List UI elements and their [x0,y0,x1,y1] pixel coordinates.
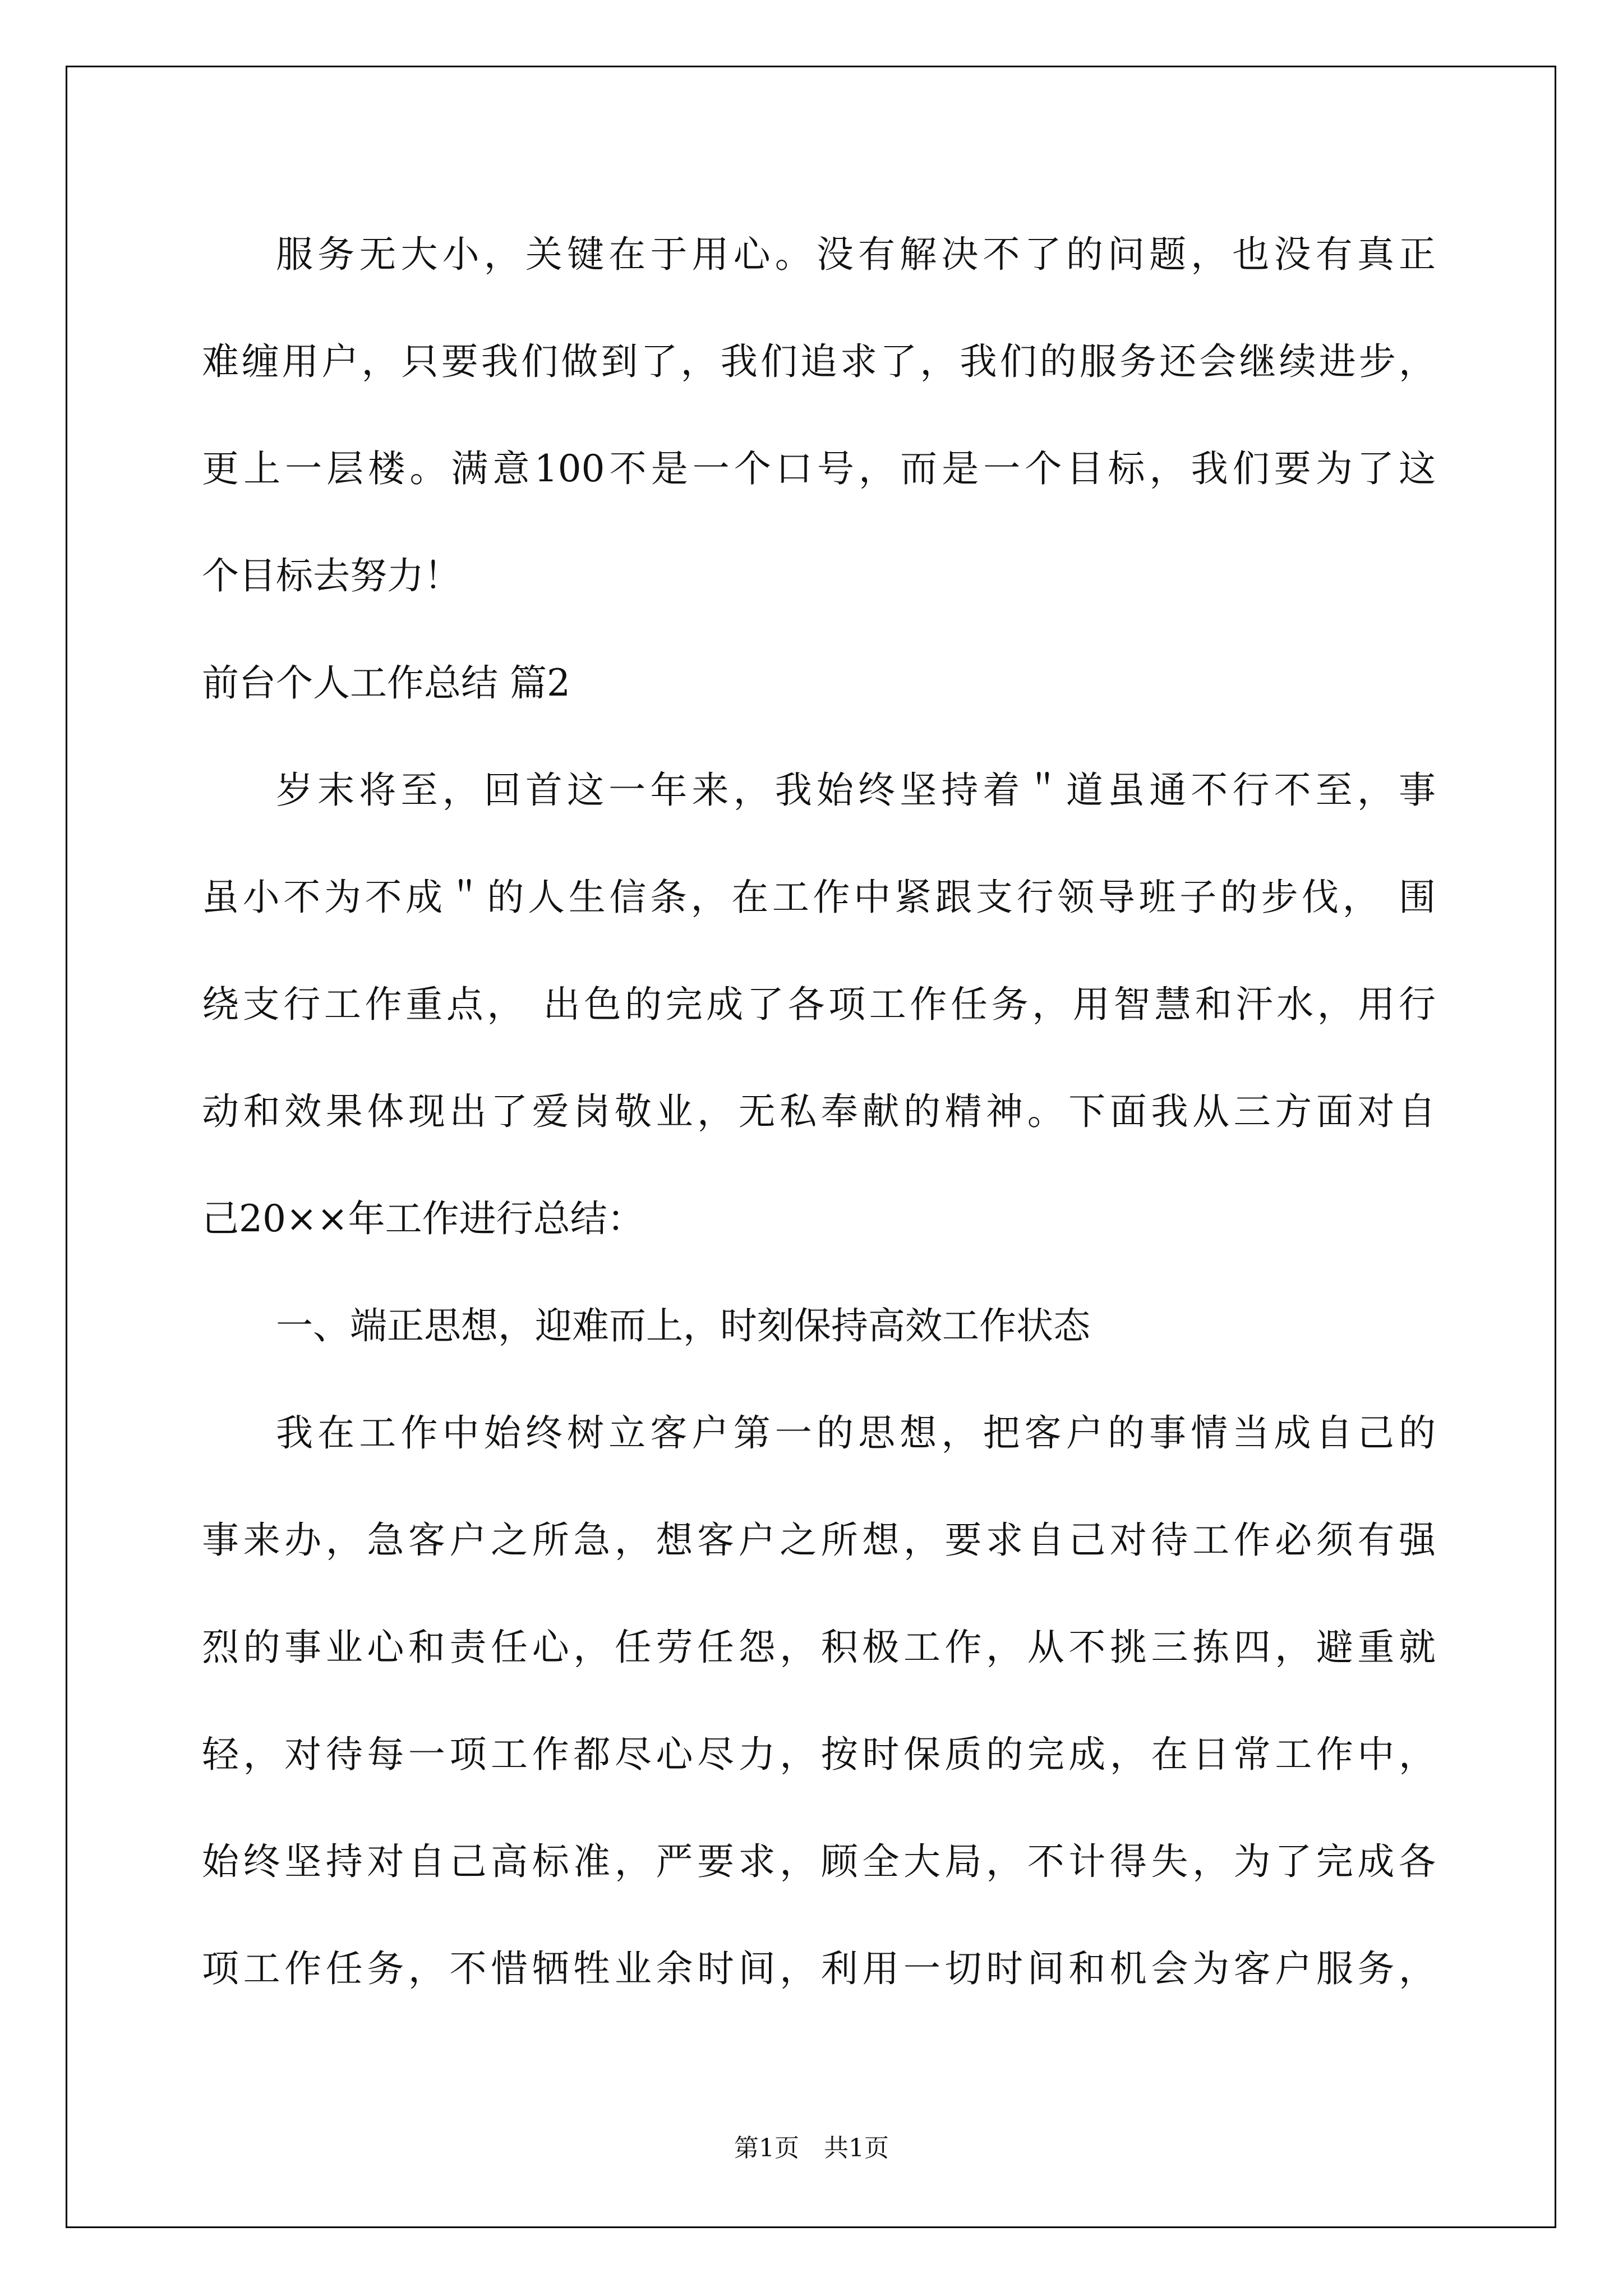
paragraph-line: 难缠用户，只要我们做到了，我们追求了，我们的服务还会继续进步， [202,340,1436,383]
paragraph-line: 个目标去努力！ [202,554,461,597]
page-footer: 第1页 共1页 [734,2134,889,2162]
paragraph-line: 更上一层楼。满意100不是一个口号，而是一个目标，我们要为了这 [202,447,1436,490]
paragraph-line: 岁末将至，回首这一年来，我始终坚持着＂道虽通不行不至，事 [276,769,1436,812]
paragraph-line: 烈的事业心和责任心，任劳任怨，积极工作，从不挑三拣四，避重就 [202,1626,1436,1669]
paragraph-line: 服务无大小，关键在于用心。没有解决不了的问题，也没有真正 [276,233,1436,276]
subsection-heading: 一、端正思想，迎难而上，时刻保持高效工作状态 [276,1304,1090,1347]
paragraph-line: 动和效果体现出了爱岗敬业，无私奉献的精神。下面我从三方面对自 [202,1090,1436,1133]
paragraph-line: 始终坚持对自己高标准，严要求，顾全大局，不计得失，为了完成各 [202,1840,1436,1883]
paragraph-line: 绕支行工作重点， 出色的完成了各项工作任务，用智慧和汗水，用行 [202,983,1436,1026]
section-heading: 前台个人工作总结 篇2 [202,661,570,705]
paragraph-line: 虽小不为不成＂的人生信条，在工作中紧跟支行领导班子的步伐， 围 [202,876,1436,919]
document-body [202,201,1436,2022]
paragraph-line: 己20××年工作进行总结： [202,1197,644,1240]
paragraph-line: 项工作任务，不惜牺牲业余时间，利用一切时间和机会为客户服务， [202,1947,1436,1990]
paragraph-line: 事来办，急客户之所急，想客户之所想，要求自己对待工作必须有强 [202,1519,1436,1562]
paragraph-line: 我在工作中始终树立客户第一的思想，把客户的事情当成自己的 [276,1411,1436,1455]
paragraph-line: 轻，对待每一项工作都尽心尽力，按时保质的完成，在日常工作中， [202,1733,1436,1776]
